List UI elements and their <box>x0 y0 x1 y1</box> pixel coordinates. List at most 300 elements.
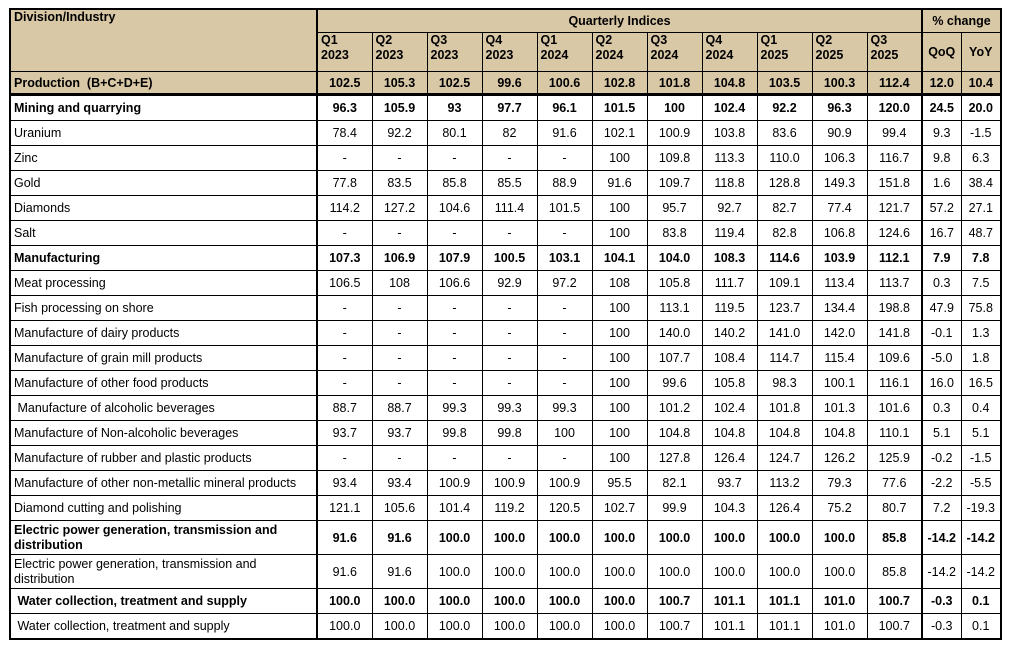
row-label: Manufacture of other food products <box>10 371 317 396</box>
quarter-year: 2024 <box>540 48 569 62</box>
index-value-cell: 107.3 <box>317 246 372 271</box>
qoq-value-cell: 24.5 <box>922 95 961 121</box>
index-value-cell: 100 <box>592 196 647 221</box>
qoq-value-cell: 57.2 <box>922 196 961 221</box>
index-value-cell: 103.8 <box>702 121 757 146</box>
index-value-cell: - <box>317 296 372 321</box>
index-value-cell: 118.8 <box>702 171 757 196</box>
index-value-cell: 102.7 <box>592 496 647 521</box>
index-value-cell: 100.0 <box>592 614 647 640</box>
qoq-value-cell: -14.2 <box>922 555 961 589</box>
index-value-cell: 104.8 <box>757 421 812 446</box>
index-value-cell: - <box>427 146 482 171</box>
index-value-cell: 93.4 <box>317 471 372 496</box>
yoy-value-cell: 1.8 <box>961 346 1001 371</box>
index-value-cell: 119.5 <box>702 296 757 321</box>
index-value-cell: 104.0 <box>647 246 702 271</box>
quarter-label: Q3 <box>430 33 448 47</box>
index-value-cell: 101.2 <box>647 396 702 421</box>
table-row <box>10 171 1001 196</box>
table-row <box>10 271 1001 296</box>
index-value-cell: - <box>317 221 372 246</box>
quarter-year: 2025 <box>815 48 844 62</box>
index-value-cell: - <box>537 296 592 321</box>
table-row <box>10 321 1001 346</box>
quarter-year: 2024 <box>705 48 734 62</box>
index-value-cell: 99.3 <box>537 396 592 421</box>
table-row <box>10 421 1001 446</box>
index-value-cell: 128.8 <box>757 171 812 196</box>
index-value-cell: 115.4 <box>812 346 867 371</box>
index-value-cell: 100.0 <box>812 555 867 589</box>
index-value-cell: 96.3 <box>812 95 867 121</box>
index-value-cell: 126.4 <box>702 446 757 471</box>
index-value-cell: 103.9 <box>812 246 867 271</box>
index-value-cell: 109.7 <box>647 171 702 196</box>
qoq-value-cell: -0.3 <box>922 589 961 614</box>
index-value-cell: - <box>482 321 537 346</box>
index-value-cell: 109.6 <box>867 346 922 371</box>
index-value-cell: 96.1 <box>537 95 592 121</box>
index-value-cell: 104.8 <box>702 421 757 446</box>
index-value-cell: 151.8 <box>867 171 922 196</box>
index-value-cell: 100.0 <box>372 614 427 640</box>
index-value-cell: 101.6 <box>867 396 922 421</box>
index-value-cell: 101.1 <box>702 589 757 614</box>
table-row <box>10 555 1001 589</box>
index-value-cell: 141.0 <box>757 321 812 346</box>
qoq-value-cell: 7.9 <box>922 246 961 271</box>
index-value-cell: 93.4 <box>372 471 427 496</box>
table-row <box>10 521 1001 555</box>
index-value-cell: - <box>317 446 372 471</box>
index-value-cell: 77.6 <box>867 471 922 496</box>
index-value-cell: 100.0 <box>482 589 537 614</box>
qoq-value-cell: 9.3 <box>922 121 961 146</box>
index-value-cell: 93.7 <box>702 471 757 496</box>
index-value-cell: 100 <box>592 396 647 421</box>
index-value-cell: 100.0 <box>482 555 537 589</box>
quarter-label: Q2 <box>595 33 613 47</box>
index-value-cell: 100.0 <box>592 521 647 555</box>
index-value-cell: 99.8 <box>482 421 537 446</box>
index-value-cell: 108.3 <box>702 246 757 271</box>
quarter-label: Q2 <box>375 33 393 47</box>
yoy-value-cell: 7.8 <box>961 246 1001 271</box>
index-value-cell: 105.3 <box>372 72 427 95</box>
index-value-cell: 85.8 <box>427 171 482 196</box>
quarter-label: Q4 <box>485 33 503 47</box>
table-row <box>10 246 1001 271</box>
qoq-value-cell: 47.9 <box>922 296 961 321</box>
index-value-cell: 105.8 <box>702 371 757 396</box>
index-value-cell: 102.1 <box>592 121 647 146</box>
index-value-cell: 104.6 <box>427 196 482 221</box>
index-value-cell: 92.2 <box>372 121 427 146</box>
table-row <box>10 471 1001 496</box>
index-value-cell: 100.3 <box>812 72 867 95</box>
quarter-label: Q3 <box>650 33 668 47</box>
qoq-value-cell: 7.2 <box>922 496 961 521</box>
index-value-cell: 112.1 <box>867 246 922 271</box>
quarter-year: 2024 <box>650 48 679 62</box>
index-value-cell: 91.6 <box>372 521 427 555</box>
index-value-cell: 100 <box>592 346 647 371</box>
index-value-cell: 96.3 <box>317 95 372 121</box>
index-value-cell: 99.6 <box>482 72 537 95</box>
qoq-value-cell: 1.6 <box>922 171 961 196</box>
index-value-cell: 102.4 <box>702 396 757 421</box>
yoy-value-cell: 5.1 <box>961 421 1001 446</box>
quarter-header <box>317 33 372 72</box>
index-value-cell: - <box>427 296 482 321</box>
index-value-cell: 82.7 <box>757 196 812 221</box>
table-row <box>10 72 1001 95</box>
qoq-value-cell: 0.3 <box>922 271 961 296</box>
index-value-cell: 101.8 <box>757 396 812 421</box>
index-value-cell: - <box>537 446 592 471</box>
index-value-cell: 110.1 <box>867 421 922 446</box>
index-value-cell: 100 <box>647 95 702 121</box>
index-value-cell: 114.7 <box>757 346 812 371</box>
index-value-cell: 100.0 <box>757 555 812 589</box>
index-value-cell: 77.4 <box>812 196 867 221</box>
index-value-cell: 149.3 <box>812 171 867 196</box>
quarter-year: 2023 <box>430 48 459 62</box>
index-value-cell: 112.4 <box>867 72 922 95</box>
index-value-cell: 98.3 <box>757 371 812 396</box>
row-label: Water collection, treatment and supply <box>10 589 317 614</box>
qoq-value-cell: 12.0 <box>922 72 961 95</box>
yoy-value-cell: 10.4 <box>961 72 1001 95</box>
yoy-value-cell: 1.3 <box>961 321 1001 346</box>
index-value-cell: 80.7 <box>867 496 922 521</box>
index-value-cell: 102.8 <box>592 72 647 95</box>
index-value-cell: 90.9 <box>812 121 867 146</box>
index-value-cell: 114.6 <box>757 246 812 271</box>
qoq-value-cell: 16.0 <box>922 371 961 396</box>
index-value-cell: - <box>317 371 372 396</box>
index-value-cell: 100.0 <box>592 555 647 589</box>
index-value-cell: 127.2 <box>372 196 427 221</box>
index-value-cell: 95.5 <box>592 471 647 496</box>
index-value-cell: 100.0 <box>812 521 867 555</box>
yoy-value-cell: 75.8 <box>961 296 1001 321</box>
index-value-cell: 107.9 <box>427 246 482 271</box>
table-row <box>10 196 1001 221</box>
yoy-value-cell: -5.5 <box>961 471 1001 496</box>
index-value-cell: 126.2 <box>812 446 867 471</box>
index-value-cell: 79.3 <box>812 471 867 496</box>
quarter-year: 2023 <box>321 48 349 62</box>
index-value-cell: 105.6 <box>372 496 427 521</box>
index-value-cell: 93.7 <box>372 421 427 446</box>
row-label: Uranium <box>10 121 317 146</box>
qoq-value-cell: 0.3 <box>922 396 961 421</box>
index-value-cell: 198.8 <box>867 296 922 321</box>
index-value-cell: 100.7 <box>647 614 702 640</box>
index-value-cell: 82.1 <box>647 471 702 496</box>
index-value-cell: 140.0 <box>647 321 702 346</box>
index-value-cell: 113.3 <box>702 146 757 171</box>
table-row <box>10 496 1001 521</box>
index-value-cell: 93.7 <box>317 421 372 446</box>
index-value-cell: 97.7 <box>482 95 537 121</box>
yoy-value-cell: 20.0 <box>961 95 1001 121</box>
row-label: Electric power generation, transmission and distribution <box>10 555 317 589</box>
index-value-cell: 88.7 <box>317 396 372 421</box>
row-label: Manufacture of other non-metallic mineral products <box>10 471 317 496</box>
index-value-cell: 100 <box>592 146 647 171</box>
qoq-value-cell: -14.2 <box>922 521 961 555</box>
index-value-cell: 99.3 <box>427 396 482 421</box>
index-value-cell: 100.0 <box>537 521 592 555</box>
qoq-value-cell: -0.1 <box>922 321 961 346</box>
yoy-value-cell: -14.2 <box>961 555 1001 589</box>
index-value-cell: 101.8 <box>647 72 702 95</box>
index-value-cell: 100.0 <box>427 521 482 555</box>
index-value-cell: - <box>537 371 592 396</box>
index-value-cell: 92.9 <box>482 271 537 296</box>
index-value-cell: 100.0 <box>482 521 537 555</box>
table-row <box>10 371 1001 396</box>
index-value-cell: 105.8 <box>647 271 702 296</box>
index-value-cell: 92.7 <box>702 196 757 221</box>
index-value-cell: 102.5 <box>317 72 372 95</box>
index-value-cell: 101.5 <box>537 196 592 221</box>
quarter-header <box>757 33 812 72</box>
index-value-cell: 91.6 <box>317 555 372 589</box>
index-value-cell: 100.9 <box>427 471 482 496</box>
index-value-cell: 100 <box>592 321 647 346</box>
index-value-cell: 101.1 <box>702 614 757 640</box>
index-value-cell: 92.2 <box>757 95 812 121</box>
index-value-cell: 103.1 <box>537 246 592 271</box>
index-value-cell: 100.6 <box>537 72 592 95</box>
index-value-cell: 88.7 <box>372 396 427 421</box>
index-value-cell: 88.9 <box>537 171 592 196</box>
index-value-cell: - <box>482 296 537 321</box>
yoy-value-cell: 27.1 <box>961 196 1001 221</box>
index-value-cell: - <box>372 221 427 246</box>
index-value-cell: 110.0 <box>757 146 812 171</box>
quarter-header <box>867 33 922 72</box>
index-value-cell: 100.7 <box>647 589 702 614</box>
table-row <box>10 614 1001 640</box>
index-value-cell: 83.6 <box>757 121 812 146</box>
index-value-cell: 101.1 <box>757 589 812 614</box>
index-value-cell: 101.4 <box>427 496 482 521</box>
row-label: Manufacture of grain mill products <box>10 346 317 371</box>
yoy-value-cell: -14.2 <box>961 521 1001 555</box>
index-value-cell: 107.7 <box>647 346 702 371</box>
index-value-cell: 124.6 <box>867 221 922 246</box>
row-label: Manufacture of alcoholic beverages <box>10 396 317 421</box>
index-value-cell: 100.0 <box>427 555 482 589</box>
index-value-cell: 75.2 <box>812 496 867 521</box>
index-value-cell: 103.5 <box>757 72 812 95</box>
index-value-cell: 106.8 <box>812 221 867 246</box>
quarter-header <box>592 33 647 72</box>
index-value-cell: 113.2 <box>757 471 812 496</box>
index-value-cell: 109.1 <box>757 271 812 296</box>
index-value-cell: 99.6 <box>647 371 702 396</box>
qoq-header: QoQ <box>922 33 961 72</box>
quarter-header <box>372 33 427 72</box>
index-value-cell: 100.0 <box>592 589 647 614</box>
index-value-cell: 141.8 <box>867 321 922 346</box>
index-value-cell: - <box>482 346 537 371</box>
index-value-cell: 100.0 <box>702 555 757 589</box>
index-value-cell: 100.0 <box>537 589 592 614</box>
index-value-cell: 100.0 <box>372 589 427 614</box>
index-value-cell: 100.1 <box>812 371 867 396</box>
index-value-cell: 91.6 <box>537 121 592 146</box>
index-value-cell: 104.8 <box>812 421 867 446</box>
yoy-header: YoY <box>961 33 1001 72</box>
index-value-cell: 102.4 <box>702 95 757 121</box>
quarter-year: 2025 <box>870 48 899 62</box>
index-value-cell: 99.9 <box>647 496 702 521</box>
pct-change-header: % change <box>922 9 1001 33</box>
index-value-cell: 108 <box>372 271 427 296</box>
index-value-cell: 104.3 <box>702 496 757 521</box>
index-value-cell: 134.4 <box>812 296 867 321</box>
index-value-cell: 120.0 <box>867 95 922 121</box>
index-value-cell: 95.7 <box>647 196 702 221</box>
index-value-cell: - <box>537 346 592 371</box>
index-value-cell: 142.0 <box>812 321 867 346</box>
index-value-cell: 91.6 <box>372 555 427 589</box>
index-value-cell: 106.5 <box>317 271 372 296</box>
index-value-cell: 99.3 <box>482 396 537 421</box>
index-value-cell: 82 <box>482 121 537 146</box>
quarter-label: Q1 <box>321 33 338 47</box>
yoy-value-cell: 0.4 <box>961 396 1001 421</box>
index-value-cell: 127.8 <box>647 446 702 471</box>
index-value-cell: 100.0 <box>317 589 372 614</box>
row-label: Diamonds <box>10 196 317 221</box>
index-value-cell: 113.4 <box>812 271 867 296</box>
quarter-header <box>427 33 482 72</box>
index-value-cell: - <box>372 296 427 321</box>
table-row <box>10 589 1001 614</box>
yoy-value-cell: 48.7 <box>961 221 1001 246</box>
quarter-header <box>702 33 757 72</box>
index-value-cell: 104.8 <box>702 72 757 95</box>
index-value-cell: 120.5 <box>537 496 592 521</box>
table-row <box>10 221 1001 246</box>
index-value-cell: 125.9 <box>867 446 922 471</box>
index-value-cell: - <box>537 221 592 246</box>
index-value-cell: 101.3 <box>812 396 867 421</box>
index-value-cell: 100 <box>592 221 647 246</box>
quarter-label: Q2 <box>815 33 833 47</box>
index-value-cell: 119.4 <box>702 221 757 246</box>
index-value-cell: - <box>537 321 592 346</box>
index-value-cell: 100 <box>537 421 592 446</box>
yoy-value-cell: 16.5 <box>961 371 1001 396</box>
index-value-cell: 109.8 <box>647 146 702 171</box>
index-value-cell: 102.5 <box>427 72 482 95</box>
index-value-cell: 100.0 <box>482 614 537 640</box>
index-value-cell: - <box>427 371 482 396</box>
index-value-cell: 100.0 <box>647 521 702 555</box>
index-value-cell: 85.8 <box>867 521 922 555</box>
index-value-cell: 100.0 <box>757 521 812 555</box>
index-value-cell: 106.6 <box>427 271 482 296</box>
row-label: Manufacture of dairy products <box>10 321 317 346</box>
index-value-cell: 100 <box>592 371 647 396</box>
index-value-cell: 100 <box>592 421 647 446</box>
index-value-cell: 100.9 <box>482 471 537 496</box>
index-value-cell: 111.4 <box>482 196 537 221</box>
qoq-value-cell: -0.2 <box>922 446 961 471</box>
quarter-header <box>647 33 702 72</box>
quarter-year: 2023 <box>375 48 404 62</box>
index-value-cell: 108 <box>592 271 647 296</box>
index-value-cell: 106.3 <box>812 146 867 171</box>
table-row <box>10 446 1001 471</box>
quarter-header <box>812 33 867 72</box>
quarter-year: 2025 <box>760 48 789 62</box>
index-value-cell: - <box>372 346 427 371</box>
index-value-cell: 123.7 <box>757 296 812 321</box>
index-value-cell: 100.5 <box>482 246 537 271</box>
row-label: Gold <box>10 171 317 196</box>
index-value-cell: 114.2 <box>317 196 372 221</box>
index-value-cell: 101.1 <box>757 614 812 640</box>
index-value-cell: 100.0 <box>647 555 702 589</box>
table-row <box>10 396 1001 421</box>
index-value-cell: 100.9 <box>537 471 592 496</box>
qoq-value-cell: -2.2 <box>922 471 961 496</box>
row-label: Manufacture of rubber and plastic products <box>10 446 317 471</box>
index-value-cell: - <box>317 146 372 171</box>
yoy-value-cell: -1.5 <box>961 121 1001 146</box>
index-value-cell: 91.6 <box>317 521 372 555</box>
index-value-cell: 78.4 <box>317 121 372 146</box>
index-value-cell: 101.5 <box>592 95 647 121</box>
quarter-header <box>482 33 537 72</box>
yoy-value-cell: 7.5 <box>961 271 1001 296</box>
index-value-cell: 100.9 <box>647 121 702 146</box>
table-wrapper <box>9 8 1002 640</box>
row-label: Diamond cutting and polishing <box>10 496 317 521</box>
index-value-cell: 82.8 <box>757 221 812 246</box>
yoy-value-cell: 0.1 <box>961 589 1001 614</box>
index-value-cell: 121.7 <box>867 196 922 221</box>
quarter-year: 2024 <box>595 48 624 62</box>
quarter-label: Q4 <box>705 33 723 47</box>
index-value-cell: 85.5 <box>482 171 537 196</box>
qoq-value-cell: -5.0 <box>922 346 961 371</box>
index-value-cell: 100.0 <box>537 555 592 589</box>
quarter-label: Q1 <box>540 33 558 47</box>
index-value-cell: 99.4 <box>867 121 922 146</box>
index-value-cell: 85.8 <box>867 555 922 589</box>
yoy-value-cell: 6.3 <box>961 146 1001 171</box>
index-value-cell: 100.7 <box>867 614 922 640</box>
index-value-cell: - <box>427 346 482 371</box>
row-label: Meat processing <box>10 271 317 296</box>
index-value-cell: 116.7 <box>867 146 922 171</box>
index-value-cell: - <box>427 446 482 471</box>
index-value-cell: 113.7 <box>867 271 922 296</box>
row-label: Mining and quarrying <box>10 95 317 121</box>
qoq-value-cell: 5.1 <box>922 421 961 446</box>
quarterly-indices-table <box>9 8 1002 640</box>
